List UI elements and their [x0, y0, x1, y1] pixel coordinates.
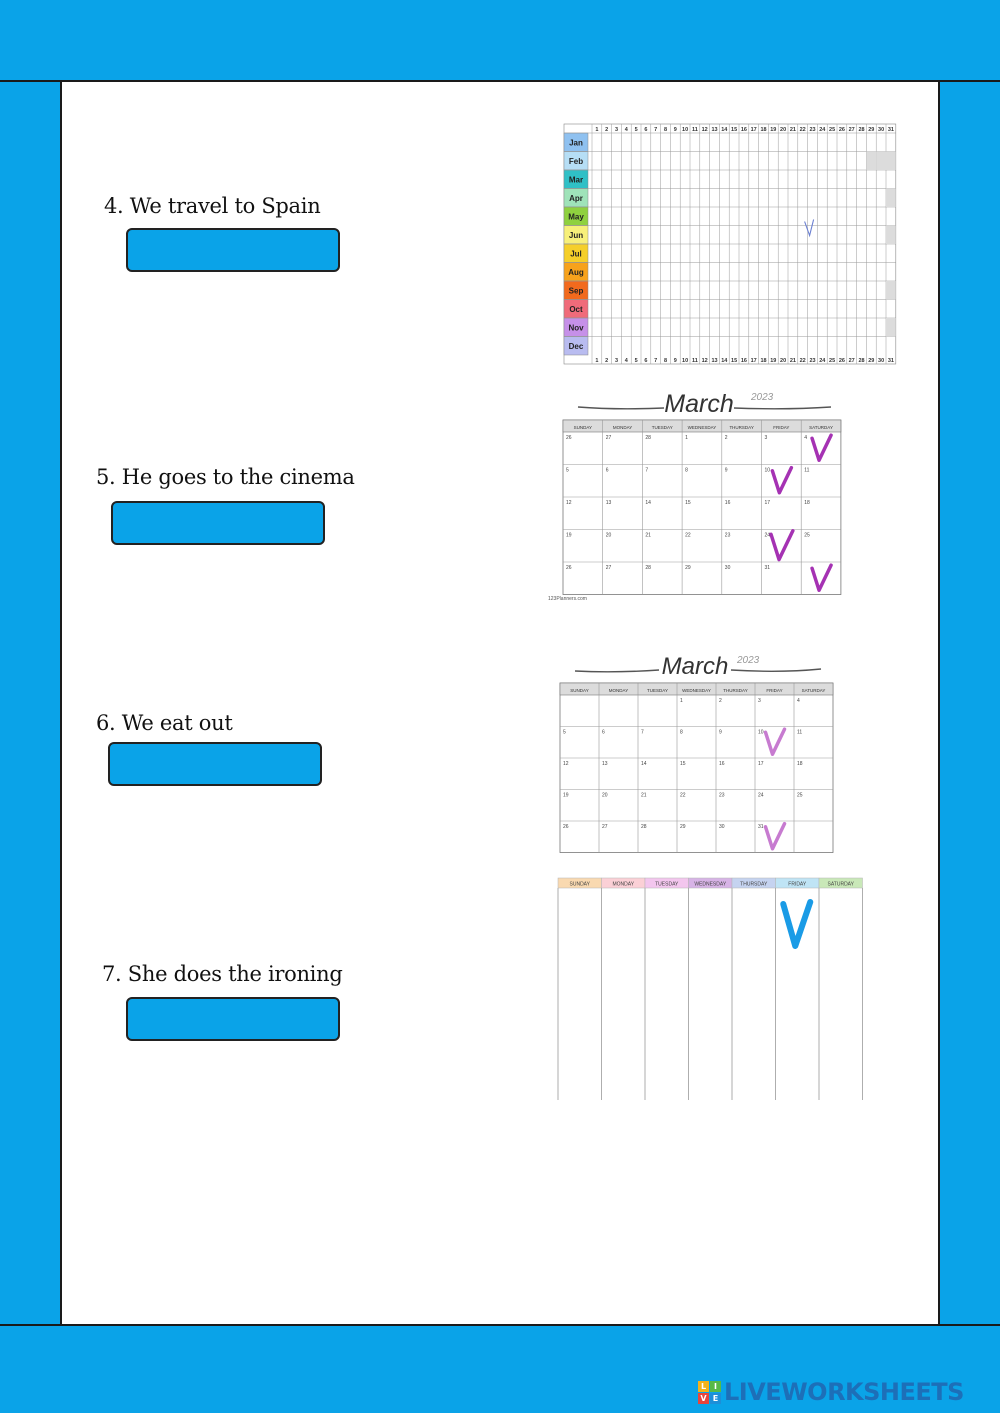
item-4-prompt: 4. We travel to Spain	[104, 194, 321, 218]
day-footer-label: 9	[673, 358, 677, 364]
day-footer-label: 21	[789, 358, 796, 364]
day-footer-label: 22	[799, 358, 806, 364]
day-footer-label: 28	[858, 358, 865, 364]
day-footer-label: 14	[721, 358, 728, 364]
day-header-label: 3	[614, 127, 619, 133]
item-4-answer-field[interactable]	[126, 228, 340, 272]
day-number: 4	[797, 698, 800, 704]
day-footer-label: 5	[634, 358, 638, 364]
day-header-label: 1	[595, 127, 599, 133]
day-number: 25	[797, 792, 803, 799]
day-header-label: 28	[858, 127, 865, 133]
weekday-label: FRIDAY	[788, 881, 807, 888]
day-number: 23	[724, 532, 731, 539]
day-footer-label: 16	[740, 358, 747, 364]
day-number: 27	[602, 824, 608, 830]
unused-day-cell	[886, 226, 896, 245]
day-footer-label: 15	[731, 358, 738, 364]
day-footer-label: 27	[848, 358, 855, 364]
day-number: 13	[605, 500, 612, 506]
day-number: 3	[764, 435, 768, 441]
day-footer-label: 13	[711, 358, 718, 364]
calendar-footer: 123Planners.com	[548, 596, 587, 602]
day-header-label: 7	[654, 127, 658, 133]
calendar-year: 2023	[751, 392, 774, 403]
unused-day-cell	[886, 152, 896, 171]
day-footer-label: 3	[614, 358, 619, 364]
day-number: 15	[680, 761, 686, 767]
day-header-label: 5	[634, 127, 638, 133]
day-header-label: 24	[819, 127, 826, 133]
day-number: 16	[724, 500, 731, 506]
day-number: 2	[719, 698, 722, 704]
day-header-label: 31	[887, 127, 894, 133]
day-number: 17	[764, 500, 771, 506]
day-number: 29	[680, 824, 686, 830]
day-number: 1	[680, 698, 683, 704]
day-number: 28	[641, 824, 647, 830]
day-footer-label: 29	[868, 358, 875, 364]
day-number: 8	[680, 729, 683, 736]
weekday-label: THURSDAY	[729, 425, 754, 430]
day-header-label: 27	[848, 127, 855, 133]
weekday-label: SATURDAY	[801, 688, 826, 693]
weekday-label: FRIDAY	[773, 425, 790, 430]
day-header-label: 12	[701, 127, 708, 133]
month-label: Mar	[568, 175, 584, 185]
day-header-label: 6	[644, 127, 648, 133]
month-label: Jan	[569, 138, 583, 148]
day-number: 28	[645, 435, 651, 441]
month-label: Oct	[569, 304, 583, 314]
day-number: 9	[719, 729, 722, 736]
day-number: 27	[605, 565, 612, 571]
day-number: 31	[764, 565, 771, 571]
day-number: 25	[804, 532, 810, 539]
day-footer-label: 11	[691, 358, 698, 364]
day-header-label: 4	[624, 127, 628, 133]
day-footer-label: 12	[701, 358, 708, 364]
day-number: 24	[764, 532, 771, 539]
day-header-label: 30	[878, 127, 885, 133]
month-label: Jul	[570, 249, 582, 259]
day-footer-label: 25	[829, 358, 836, 364]
weekday-label: SATURDAY	[827, 881, 854, 888]
weekday-label: THURSDAY	[740, 881, 768, 888]
day-header-label: 16	[740, 127, 747, 133]
title-flourish-line-right	[734, 407, 831, 409]
day-number: 29	[685, 565, 691, 571]
day-number: 17	[758, 761, 764, 767]
day-footer-label: 23	[809, 358, 816, 364]
day-header-label: 15	[731, 127, 738, 133]
day-header-label: 2	[605, 127, 609, 133]
weekday-label: WEDNESDAY	[687, 425, 717, 430]
calendar-title: March	[664, 390, 734, 418]
day-footer-label: 20	[780, 358, 787, 364]
day-footer-label: 30	[878, 358, 885, 364]
day-footer-label: 7	[654, 358, 658, 364]
weekly-calendar-image	[556, 876, 864, 1104]
logo-square-e: E	[710, 1393, 721, 1404]
logo-square-l: L	[698, 1381, 709, 1392]
day-header-label: 11	[691, 127, 698, 133]
logo-squares-icon	[698, 1381, 721, 1404]
day-number: 1	[685, 435, 688, 441]
day-header-label: 20	[780, 127, 787, 133]
month-label: Feb	[568, 156, 584, 166]
day-number: 5	[563, 729, 566, 736]
weekday-label: WEDNESDAY	[694, 881, 727, 888]
day-header-label: 10	[682, 127, 689, 133]
logo-square-v: V	[698, 1393, 709, 1404]
weekday-label: TUESDAY	[647, 688, 668, 693]
day-number: 28	[645, 565, 651, 571]
day-number: 19	[563, 792, 569, 799]
day-number: 21	[641, 792, 647, 799]
item-6-prompt: 6. We eat out	[96, 711, 233, 735]
weekday-label: MONDAY	[612, 425, 633, 430]
day-number: 10	[758, 729, 764, 736]
weekday-label: THURSDAY	[723, 688, 748, 693]
day-number: 24	[758, 792, 764, 799]
weekday-label: TUESDAY	[651, 425, 673, 430]
day-number: 4	[804, 435, 807, 441]
day-footer-label: 24	[819, 358, 826, 364]
calendar-year: 2023	[737, 655, 760, 666]
unused-day-cell	[886, 318, 896, 337]
day-number: 12	[566, 500, 572, 506]
day-number: 7	[645, 467, 649, 474]
day-number: 11	[797, 729, 803, 736]
title-flourish-line	[578, 407, 664, 409]
day-header-label: 18	[760, 127, 767, 133]
check-mark-icon	[783, 902, 810, 946]
day-number: 30	[724, 565, 731, 571]
day-header-label: 17	[750, 127, 757, 133]
month-label: Aug	[568, 267, 584, 277]
day-footer-label: 10	[682, 358, 689, 364]
weekday-label: SUNDAY	[569, 881, 590, 888]
day-header-label: 14	[721, 127, 728, 133]
day-number: 26	[566, 435, 572, 441]
march-calendar-image-1	[546, 382, 846, 604]
unused-day-cell	[876, 152, 886, 171]
day-header-label: 19	[770, 127, 777, 133]
calendar-grid-frame	[560, 683, 833, 853]
day-number: 22	[680, 792, 686, 799]
day-footer-label: 19	[770, 358, 777, 364]
day-footer-label: 2	[605, 358, 609, 364]
day-number: 5	[566, 467, 569, 474]
day-number: 16	[719, 761, 725, 767]
weekday-label: MONDAY	[608, 688, 629, 693]
day-number: 20	[602, 792, 608, 799]
day-footer-label: 18	[760, 358, 767, 364]
item-6-answer-field[interactable]	[108, 742, 322, 786]
day-footer-label: 17	[750, 358, 757, 364]
day-number: 30	[719, 824, 725, 830]
day-number: 26	[566, 565, 572, 571]
item-5-prompt: 5. He goes to the cinema	[96, 465, 355, 489]
day-footer-label: 8	[663, 358, 668, 364]
day-number: 9	[724, 467, 728, 474]
day-header-label: 8	[663, 127, 668, 133]
weekday-label: FRIDAY	[766, 688, 783, 693]
day-number: 10	[764, 467, 771, 474]
logo-text: LIVEWORKSHEETS	[724, 1378, 964, 1406]
month-label: Dec	[568, 341, 584, 351]
item-7-answer-field[interactable]	[126, 997, 340, 1041]
title-flourish-line-right	[731, 669, 821, 671]
day-number: 3	[758, 698, 761, 704]
weekday-label: WEDNESDAY	[682, 688, 711, 693]
day-number: 19	[566, 532, 572, 539]
weekday-label: SATURDAY	[809, 425, 833, 430]
day-number: 15	[685, 500, 691, 506]
day-number: 26	[563, 824, 569, 830]
day-number: 12	[563, 761, 569, 767]
day-header-label: 26	[838, 127, 845, 133]
march-calendar-image-2	[555, 645, 840, 857]
frame-top-border	[0, 0, 1000, 82]
unused-day-cell	[886, 189, 896, 208]
day-number: 27	[605, 435, 612, 441]
day-number: 23	[719, 792, 725, 799]
day-header-label: 13	[711, 127, 718, 133]
day-number: 13	[602, 761, 608, 767]
day-footer-label: 6	[644, 358, 648, 364]
unused-day-cell	[886, 281, 896, 300]
day-number: 14	[645, 500, 651, 506]
weekday-label: SUNDAY	[570, 688, 589, 693]
day-number: 22	[685, 532, 691, 539]
day-number: 20	[605, 532, 612, 539]
calendar-grid-frame	[563, 420, 841, 595]
day-header-label: 25	[829, 127, 836, 133]
day-header-label: 9	[673, 127, 677, 133]
liveworksheets-logo	[698, 1378, 964, 1406]
day-number: 14	[641, 761, 647, 767]
day-number: 31	[758, 824, 764, 830]
logo-square-i: I	[710, 1381, 721, 1392]
month-label: May	[568, 212, 584, 222]
day-footer-label: 1	[595, 358, 599, 364]
day-header-label: 23	[809, 127, 816, 133]
day-header-label: 29	[868, 127, 875, 133]
frame-left-border	[0, 82, 62, 1324]
day-number: 21	[645, 532, 651, 539]
weekday-label: SUNDAY	[573, 425, 593, 430]
day-number: 6	[605, 467, 609, 474]
day-number: 18	[797, 761, 803, 767]
day-header-label: 22	[799, 127, 806, 133]
day-number: 7	[641, 729, 644, 736]
day-footer-label: 26	[838, 358, 845, 364]
frame-right-border	[938, 82, 1000, 1324]
calendar-title: March	[661, 653, 729, 680]
title-flourish-line	[575, 670, 659, 672]
day-number: 6	[602, 729, 605, 736]
day-number: 8	[685, 467, 688, 474]
month-label: Apr	[569, 193, 583, 203]
day-header-label: 21	[789, 127, 796, 133]
day-number: 18	[804, 500, 810, 506]
item-7-prompt: 7. She does the ironing	[102, 962, 343, 986]
month-label: Jun	[568, 230, 584, 240]
unused-day-cell	[866, 152, 876, 171]
day-footer-label: 31	[887, 358, 894, 364]
day-number: 2	[724, 435, 728, 441]
year-calendar-image	[560, 120, 900, 364]
day-number: 11	[804, 467, 810, 474]
item-5-answer-field[interactable]	[111, 501, 325, 545]
weekday-label: TUESDAY	[655, 881, 679, 888]
month-label: Nov	[568, 323, 584, 333]
weekday-label: MONDAY	[612, 881, 635, 888]
day-footer-label: 4	[624, 358, 628, 364]
month-label: Sep	[568, 286, 584, 296]
